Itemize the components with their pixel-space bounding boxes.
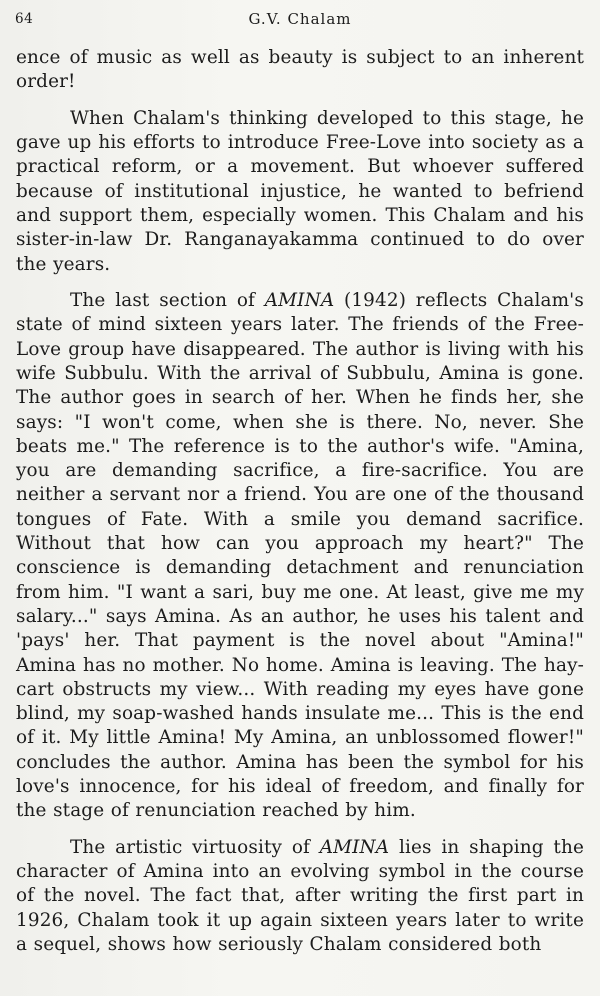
- page-number: 64: [15, 11, 34, 27]
- page-header: [0, 10, 600, 30]
- paragraph-text: The last section of: [70, 290, 265, 312]
- paragraph-text: (1942) reflects Chalam's state of mind sixteen years later. The friends of the Free-Love group have disappeared. The author is living with his wife Subbulu. With the arrival of Subbulu, Amina is gone. The author goes in search of her. When he finds her, she says: "I won't come, when she is there. No, never. She beats me." The reference is to the author's wife. "Amina, you are demanding sacrifice, a fire-sacrifice. You are neither a servant nor a friend. You are one of the thousand tongues of Fate. With a smile you demand sacrifice. Without that how can you approach my heart?" The conscience is demanding detachment and renunciation from him. "I want a sari, buy me one. At least, give me my salary..." says Amina. As an author, he uses his talent and 'pays' her. That payment is the novel about "Amina!" Amina has no mother. No home. Amina is leaving. The hay-cart obstructs my view... With reading my eyes have gone blind, my soap-washed hands insulate me... This is the end of it. My little Amina! My Amina, an unblossomed flower!" concludes the author. Amina has been the symbol for his love's innocence, for his ideal of freedom, and finally for the stage of renunciation reached by him.: [16, 290, 584, 822]
- book-title-italic: AMINA: [319, 836, 390, 858]
- paragraph-text: lies in shaping the character of Amina into an evolving symbol in the course of the novel. The fact that, after writing the first part in 1926, Chalam took it up again sixteen years later to write a sequel, shows how seriously Chalam considered both: [16, 836, 584, 955]
- paragraph-last-section: [16, 289, 584, 824]
- running-head: G.V. Chalam: [248, 10, 352, 28]
- body-text: [16, 46, 584, 957]
- paragraph-text: When Chalam's thinking developed to this stage, he gave up his efforts to introduce Free-Love into society as a practical reform, or a movement. But whoever suffered because of institutional injustice, he wanted to befriend and support them, especially women. This Chalam and his sister-in-law Dr. Ranganayakamma continued to do over the years.: [16, 107, 584, 275]
- paragraph-text: ence of music as well as beauty is subject to an inherent order!: [16, 47, 584, 93]
- paragraph-artistic-virtuosity: [16, 836, 584, 957]
- paragraph-chalam-thinking: [16, 107, 584, 277]
- paragraph-continuation: [16, 46, 584, 95]
- book-title-italic: AMINA: [264, 290, 335, 312]
- paragraph-text: The artistic virtuosity of: [70, 836, 320, 858]
